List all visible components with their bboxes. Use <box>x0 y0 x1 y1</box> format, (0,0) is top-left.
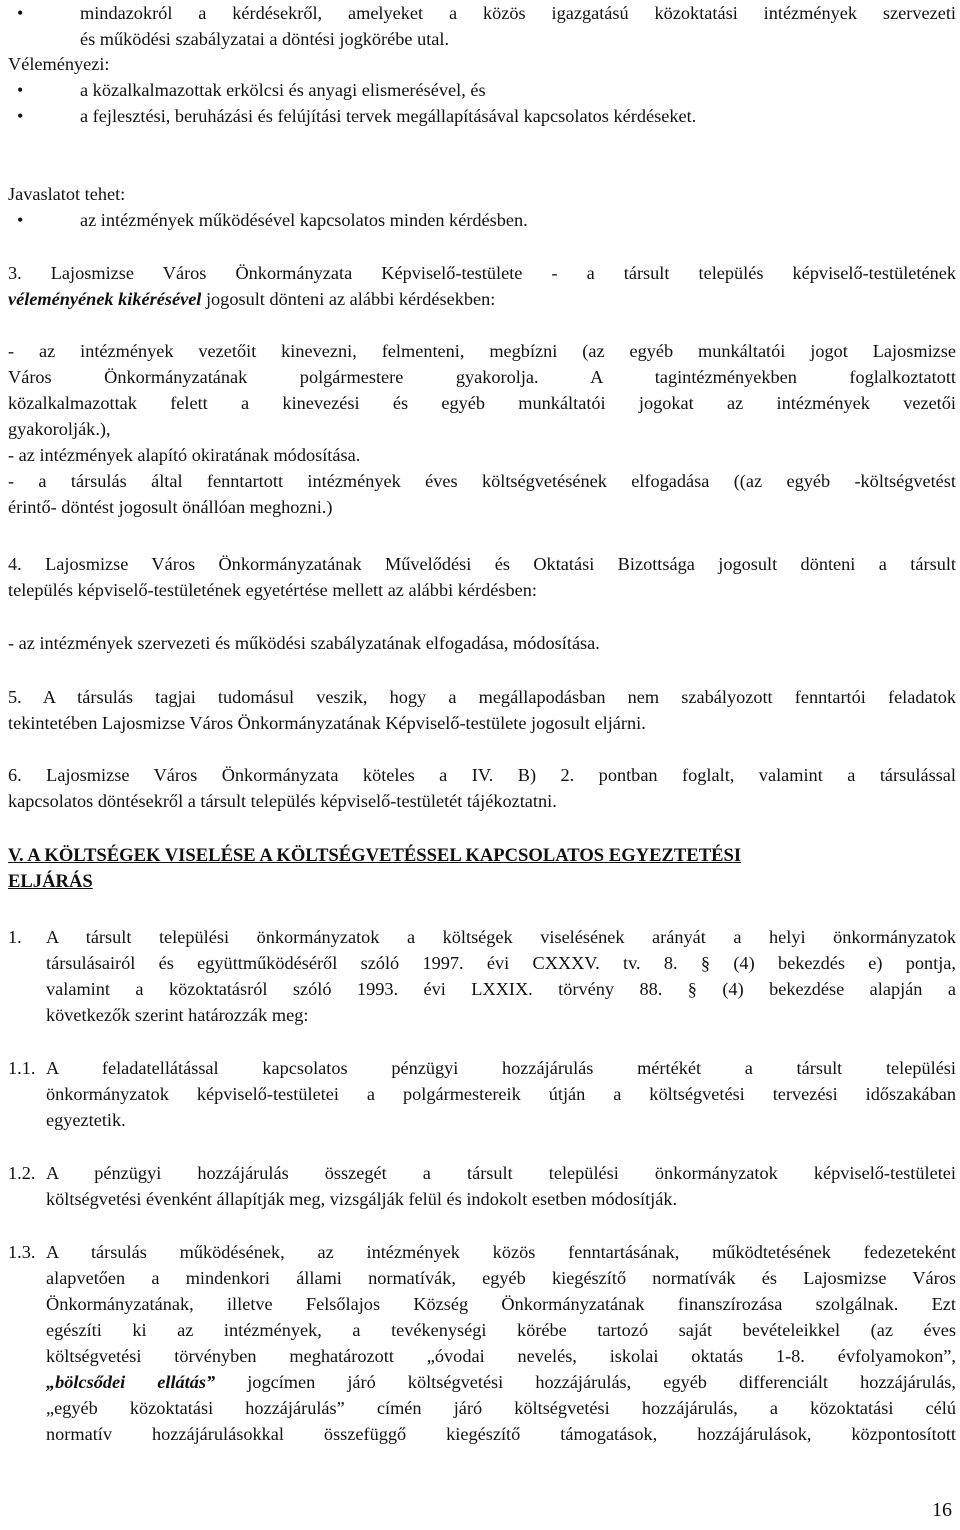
text-line: Önkormányzatának, illetve Felsőlajos Község Önkormányzatának finanszírozása szolgálnak. Ezt <box>46 1294 956 1314</box>
text-line: A társult települési önkormányzatok a költségek viselésének arányát a helyi önkormányzatok <box>46 927 956 947</box>
text-line: valamint a közoktatásról szóló 1993. évi LXXIX. törvény 88. § (4) bekezdése alapján a <box>46 979 956 999</box>
text-line: 3. Lajosmizse Város Önkormányzata Képviselő-testülete - a társult település képviselő-testületének <box>8 263 956 283</box>
text-line: alapvetően a mindenkori állami normatívák, egyéb kiegészítő normatívák és Lajosmizse Város <box>46 1268 956 1288</box>
text-line: • a fejlesztési, beruházási és felújítási tervek megállapításával kapcsolatos kérdéseket. <box>80 106 697 126</box>
text-line: „egyéb közoktatási hozzájárulás” címén járó költségvetési hozzájárulás, a közoktatási célú <box>46 1398 956 1418</box>
text-line: A társulás működésének, az intézmények közös fenntartásának, működtetésének fedezeteként <box>46 1242 956 1262</box>
list-item <box>80 77 956 103</box>
text-line: település képviselő-testületének egyetértése mellett az alábbi kérdésben: <box>8 580 537 600</box>
text-line: kapcsolatos döntésekről a társult település képviselő-testületét tájékoztatni. <box>8 791 557 811</box>
text-line: Város Önkormányzatának polgármestere gyakorolja. A tagintézményekben foglalkoztatott <box>8 367 956 387</box>
text-line: normatív hozzájárulásokkal összefüggő kiegészítő támogatások, hozzájárulások, központosított <box>46 1424 956 1444</box>
text-line: társulásairól és együttműködéséről szóló 1997. évi CXXXV. tv. 8. § (4) bekezdés e) pontja, <box>46 953 956 973</box>
text-line: • a közalkalmazottak erkölcsi és anyagi elismerésével, és <box>80 80 486 100</box>
item-number: 1.2. <box>8 1163 36 1183</box>
document-page <box>8 0 956 1530</box>
item-number: 1. <box>8 927 22 947</box>
item-body <box>46 1055 956 1133</box>
heading-line: ELJÁRÁS <box>8 871 93 892</box>
section-heading <box>8 843 956 895</box>
item-body <box>46 1239 956 1447</box>
text-line: érintő- döntést jogosult önállóan meghozni.) <box>8 497 333 517</box>
text-line: 6. Lajosmizse Város Önkormányzata köteles a IV. B) 2. pontban foglalt, valamint a társulással <box>8 765 956 785</box>
text-line: - az intézmények alapító okiratának módosítása. <box>8 445 361 465</box>
page-number: 16 <box>932 1499 952 1521</box>
dash-list <box>8 338 956 520</box>
text-line: egészíti ki az intézmények, a tevékenységi körébe tartozó saját bevételeikkel (az éves <box>46 1320 956 1340</box>
emphasis-text: „bölcsődei ellátás” <box>46 1372 216 1392</box>
list-item <box>80 103 956 129</box>
text-line: közalkalmazottak felett a kinevezési és egyéb munkáltatói jogokat az intézmények vezetői <box>8 393 956 413</box>
list-item <box>80 207 956 233</box>
text-line: A pénzügyi hozzájárulás összegét a társult települési önkormányzatok képviselő-testületei <box>46 1163 956 1183</box>
text-line: • mindazokról a kérdésekről, amelyeket a közös igazgatású közoktatási intézmények szervezeti <box>80 3 956 23</box>
text-line: következők szerint határozzák meg: <box>46 1005 309 1025</box>
paragraph-4 <box>8 551 956 603</box>
text-line: - a társulás által fenntartott intézmények éves költségvetésének elfogadása ((az egyéb -költségvetést <box>8 471 956 491</box>
text-line: - az intézmények vezetőit kinevezni, felmenteni, megbízni (az egyéb munkáltatói jogot Lajosmizse <box>8 341 956 361</box>
text-line: tekintetében Lajosmizse Város Önkormányzatának Képviselő-testülete jogosult eljárni. <box>8 713 646 733</box>
section-label: Javaslatot tehet: <box>8 184 126 204</box>
text-line: A feladatellátással kapcsolatos pénzügyi hozzájárulás mértékét a társult települési <box>46 1058 956 1078</box>
text-line: egyeztetik. <box>46 1110 126 1130</box>
paragraph-6 <box>8 762 956 814</box>
section-label: Véleményezi: <box>8 54 110 74</box>
text-line: önkormányzatok képviselő-testületei a polgármestereik útján a költségvetési tervezési időszakában <box>46 1084 956 1104</box>
text-line <box>46 1369 956 1395</box>
text-line: gyakorolják.), <box>8 419 111 439</box>
list-item <box>80 0 956 52</box>
text-line: • az intézmények működésével kapcsolatos minden kérdésben. <box>80 210 528 230</box>
text-fragment: jogosult dönteni az alábbi kérdésekben: <box>201 289 496 309</box>
item-body <box>46 924 956 1028</box>
paragraph-5 <box>8 684 956 736</box>
text-line: 4. Lajosmizse Város Önkormányzatának Művelődési és Oktatási Bizottsága jogosult dönteni a társult <box>8 554 956 574</box>
item-number: 1.1. <box>8 1058 36 1078</box>
heading-line: V. A KÖLTSÉGEK VISELÉSE A KÖLTSÉGVETÉSSEL KAPCSOLATOS EGYEZTETÉSI <box>8 845 742 866</box>
text-line: 5. A társulás tagjai tudomásul veszik, hogy a megállapodásban nem szabályozott fenntartói feladatok <box>8 687 956 707</box>
text-line: és működési szabályzatai a döntési jogkörébe utal. <box>80 29 450 49</box>
text-line <box>8 286 956 312</box>
item-number: 1.3. <box>8 1242 36 1262</box>
text-fragment: jogcímen járó költségvetési hozzájárulás, egyéb differenciált hozzájárulás, <box>215 1372 956 1392</box>
paragraph-3 <box>8 260 956 312</box>
emphasis-text: véleményének kikérésével <box>8 289 202 309</box>
dash-item: - az intézmények szervezeti és működési szabályzatának elfogadása, módosítása. <box>8 633 600 653</box>
text-line: költségvetési törvényben meghatározott „óvodai nevelés, iskolai oktatás 1-8. évfolyamokon”, <box>46 1346 956 1366</box>
item-body <box>46 1160 956 1212</box>
text-line: költségvetési évenként állapítják meg, vizsgálják felül és indokolt esetben módosítják. <box>46 1189 678 1209</box>
